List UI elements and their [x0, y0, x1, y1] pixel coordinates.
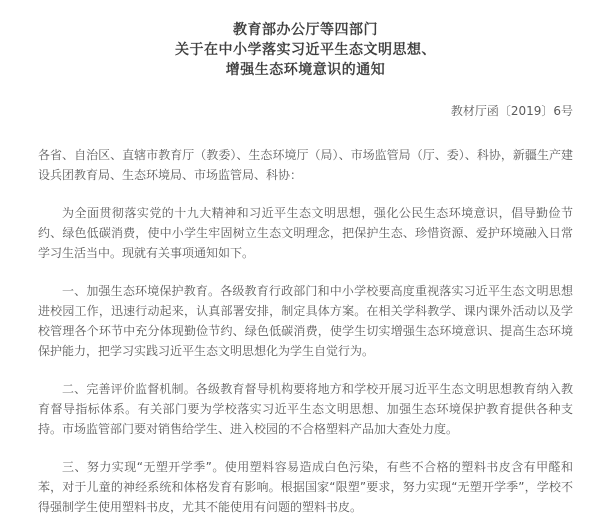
document-body	[38, 145, 573, 517]
title-line-2: 关于在中小学落实习近平生态文明思想、	[175, 42, 436, 58]
title-line-3: 增强生态环境意识的通知	[225, 62, 386, 78]
document-title	[38, 20, 573, 80]
paragraph-intro: 为全面贯彻落实党的十九大精神和习近平生态文明思想，强化公民生态环境意识，倡导勤俭节约、绿色低碳消费，使中小学生牢固树立生态文明理念，把保护生态、珍惜资源、爱护环境融入日常学习生活当中。现就有关事项通知如下。	[38, 206, 573, 260]
paragraph-section-2: 二、完善评价监督机制。各级教育督导机构要将地方和学校开展习近平生态文明思想教育纳入教育督导指标体系。有关部门要为学校落实习近平生态文明思想、加强生态环境保护教育提供各种支持。市场监管部门要对销售给学生、进入校园的不合格塑料产品加大查处力度。	[38, 382, 573, 436]
document-number: 教材厅函〔2019〕6号	[450, 104, 573, 118]
salutation: 各省、自治区、直辖市教育厅（教委）、生态环境厅（局）、市场监管局（厅、委）、科协，新疆生产建设兵团教育局、生态环境局、市场监管局、科协：	[38, 148, 573, 182]
paragraph-section-1: 一、加强生态环境保护教育。各级教育行政部门和中小学校要高度重视落实习近平生态文明思想进校园工作，迅速行动起来，认真部署安排，制定具体方案。在相关学科教学、课内课外活动以及学校管理各个环节中充分体现勤俭节约、绿色低碳消费，使学生切实增强生态环境意识、提高生态环境保护能力，把学习实践习近平生态文明思想化为学生自觉行为。	[38, 284, 573, 358]
paragraph-section-3: 三、努力实现“无塑开学季”。使用塑料容易造成白色污染，有些不合格的塑料书皮含有甲醛和苯，对于儿童的神经系统和体格发育有影响。根据国家“限塑”要求，努力实现“无塑开学季”，学校不得强制学生使用塑料书皮，尤其不能使用有问题的塑料书皮。	[38, 460, 573, 514]
title-line-1: 教育部办公厅等四部门	[233, 22, 378, 38]
